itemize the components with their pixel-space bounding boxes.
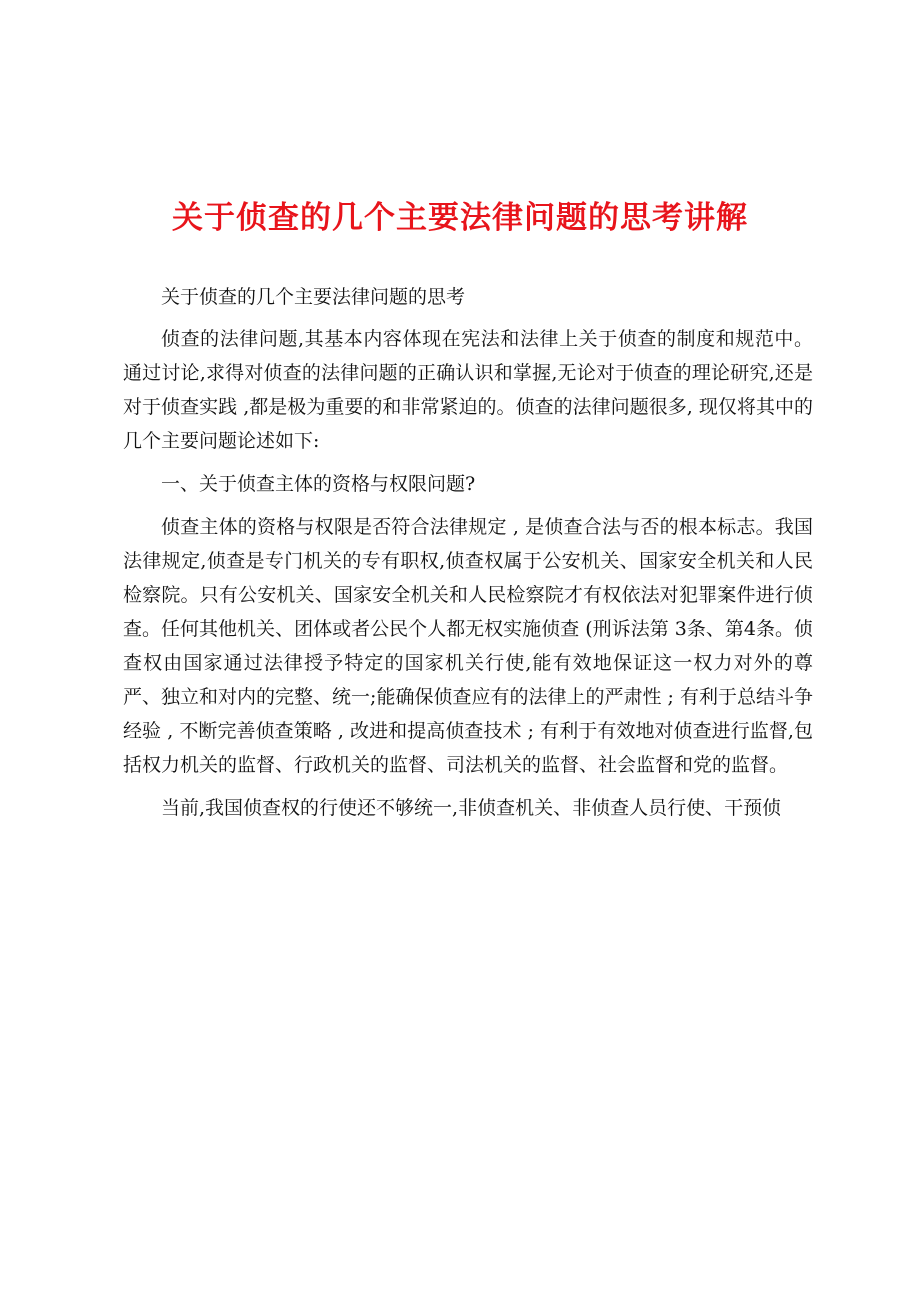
document-title: 关于侦查的几个主要法律问题的思考讲解 xyxy=(172,200,748,236)
paragraph-intro: 侦查的法律问题,其基本内容体现在宪法和法律上关于侦查的制度和规范中。通过讨论,求得对侦查的法律问题的正确认识和掌握,无论对于侦查的理论研究,还是对于侦查实践 ,都是极为重要的和非常紧迫的。侦查的法律问题很多, 现仅将其中的几个主要问题论述如下: xyxy=(123,328,813,452)
paragraph-current: 当前,我国侦查权的行使还不够统一,非侦查机关、非侦查人员行使、干预侦 xyxy=(161,797,782,819)
paragraph-section-1: 侦查主体的资格与权限是否符合法律规定 , 是侦查合法与否的根本标志。我国法律规定,侦查是专门机关的专有职权,侦查权属于公安机关、国家安全机关和人民检察院。只有公安机关、国家安全机关和人民检察院才有权依法对犯罪案件进行侦查。任何其他机关、团体或者公民个人都无权实施侦查 (刑诉法第 3条、第4条。侦查权由国家通过法律授予特定的国家机关行使,能有效地保证这一权力对外的尊严、独立和对内的完整、统一;能确保侦查应有的法律上的严肃性 ; 有利于总结斗争经验 , 不断完善侦查策略 , 改进和提高侦查技术 ; 有利于有效地对侦查进行监督,包括权力机关的监督、行政机关的监督、司法机关的监督、社会监督和党的监督。 xyxy=(123,516,813,776)
document-body xyxy=(123,280,813,834)
paragraph-subtitle: 关于侦查的几个主要法律问题的思考 xyxy=(161,286,466,308)
section-heading: 一、关于侦查主体的资格与权限问题? xyxy=(161,473,476,495)
